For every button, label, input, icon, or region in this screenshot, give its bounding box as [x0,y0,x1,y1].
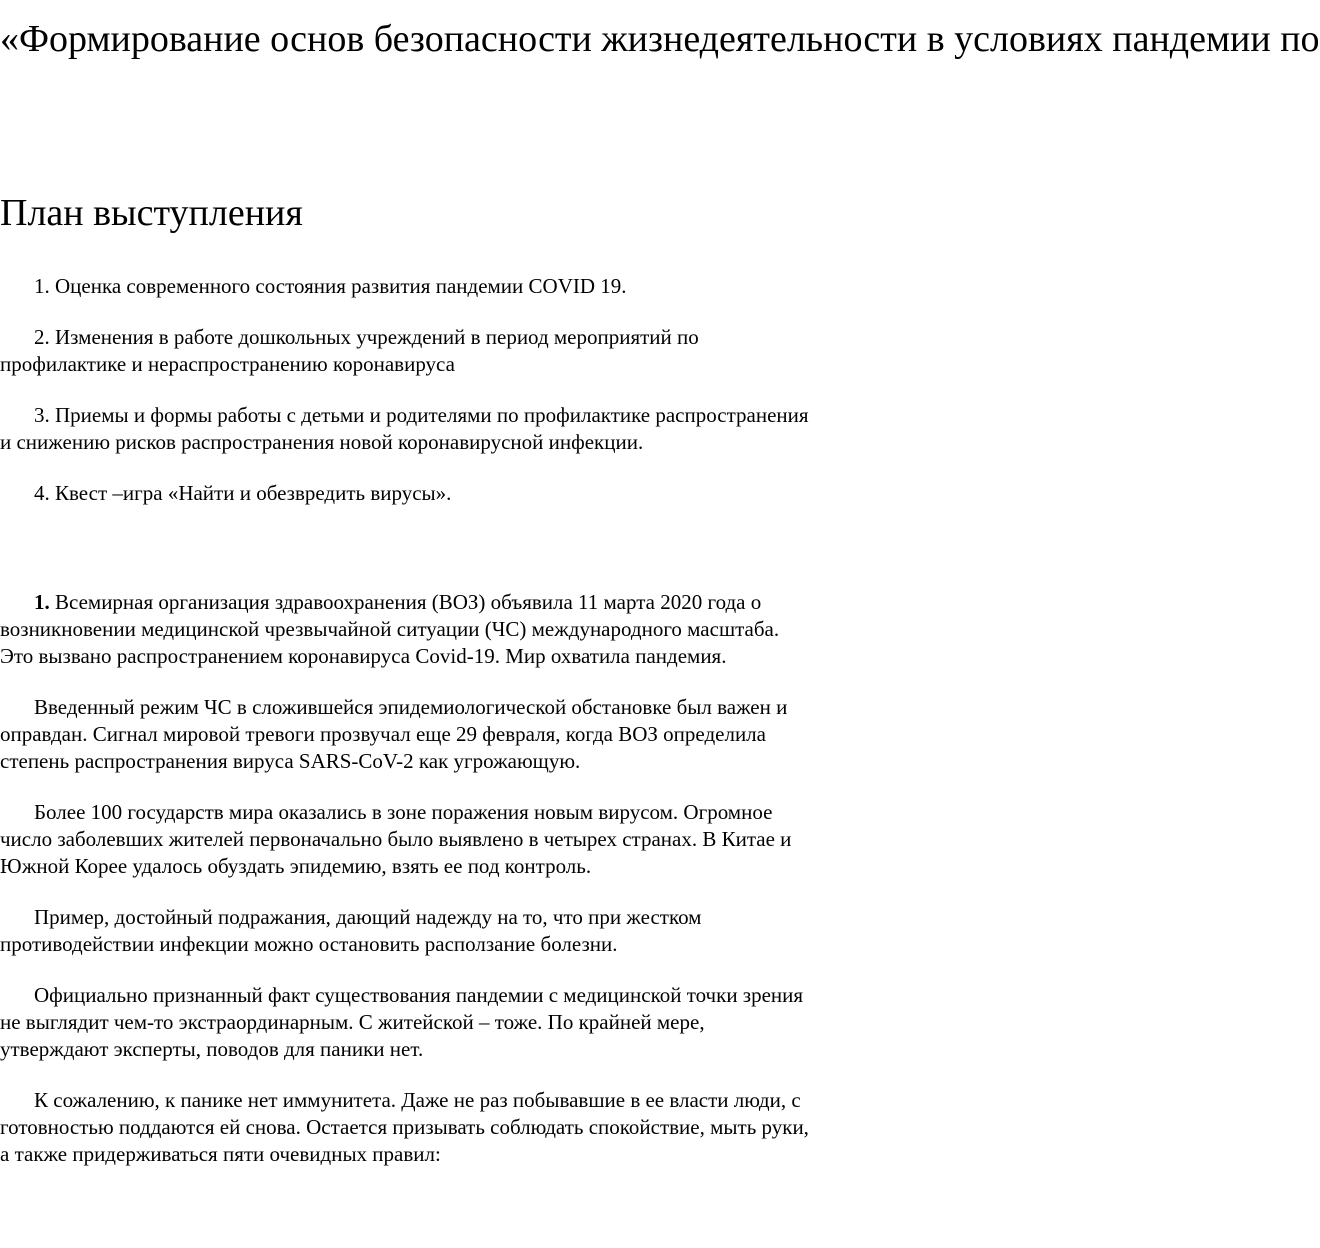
plan-item: 4. Квест –игра «Найти и обезвредить вирусы». [34,481,452,505]
plan-item: 2. Изменения в работе дошкольных учреждений в период мероприятий по профилактике и нераспространению коронавируса [0,325,699,376]
plan-heading: План выступления [0,192,303,234]
paragraph: К сожалению, к панике нет иммунитета. Даже не раз побывавшие в ее власти люди, с готовностью поддаются ей снова. Остается призывать соблюдать спокойствие, мыть руки, а также придерживаться пяти очевидных правил: [0,1088,809,1166]
paragraph-text: Всемирная организация здравоохранения (ВОЗ) объявила 11 марта 2020 года о возникновении медицинской чрезвычайной ситуации (ЧС) международного масштаба. Это вызвано распространением коронавируса Covid-19. Мир охватила пандемия. [0,590,780,668]
paragraph: Официально признанный факт существования пандемии с медицинской точки зрения не выглядит чем-то экстраординарным. С житейской – тоже. По крайней мере, утверждают эксперты, поводов для паники нет. [0,983,804,1061]
paragraph: Более 100 государств мира оказались в зоне поражения новым вирусом. Огромное число заболевших жителей первоначально было выявлено в четырех странах. В Китае и Южной Корее удалось обуздать эпидемию, взять ее под контроль. [0,800,792,878]
plan-item: 1. Оценка современного состояния развития пандемии COVID 19. [34,274,627,298]
body-text [0,589,816,1192]
paragraph: Введенный режим ЧС в сложившейся эпидемиологической обстановке был важен и оправдан. Сигнал мировой тревоги прозвучал еще 29 февраля, когда ВОЗ определила степень распространения вируса SARS-CoV-2 как угрожающую. [0,695,788,773]
plan-item: 3. Приемы и формы работы с детьми и родителями по профилактике распространения и снижению рисков распространения новой коронавирусной инфекции. [0,403,809,454]
section-number: 1. [34,590,50,614]
document-title: «Формирование основ безопасности жизнедеятельности в условиях пандемии по [0,18,1320,60]
paragraph: Пример, достойный подражания, дающий надежду на то, что при жестком противодействии инфекции можно остановить расползание болезни. [0,905,702,956]
paragraph [0,589,816,670]
plan-list [0,273,816,531]
